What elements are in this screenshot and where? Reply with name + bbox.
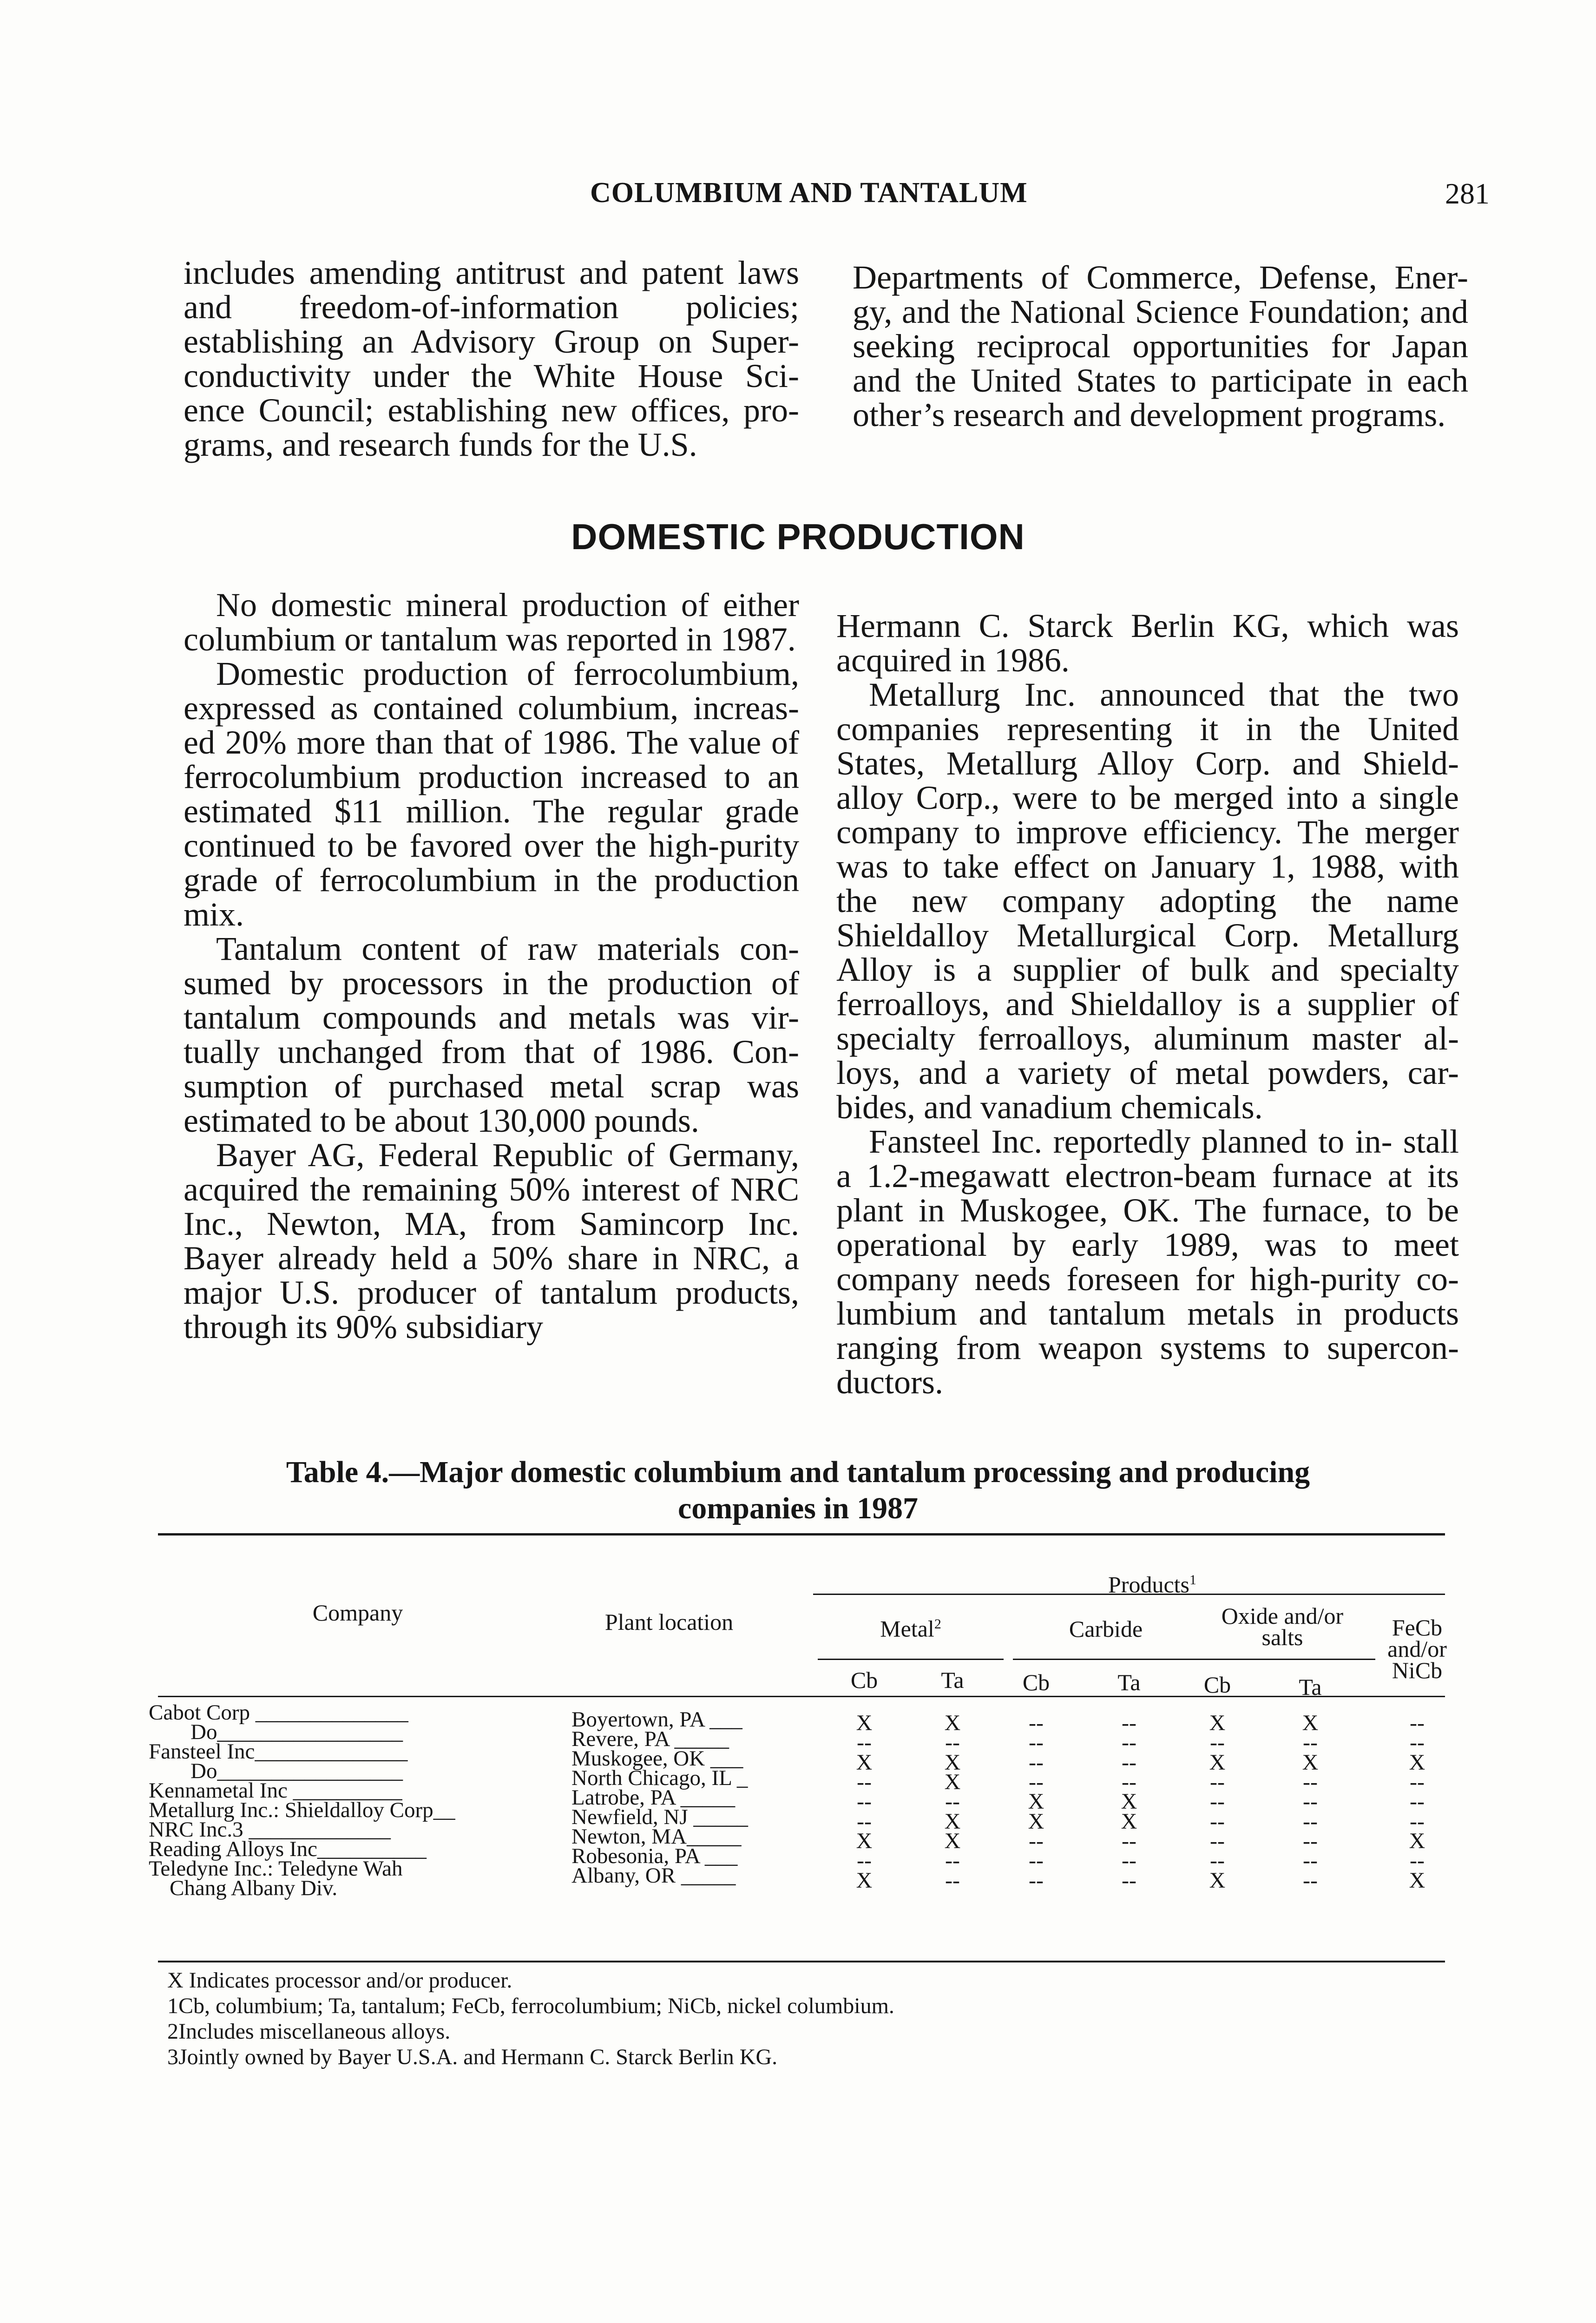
plant-location: Latrobe, PA _____ — [571, 1785, 736, 1810]
cell-metal-cb: X — [856, 1829, 873, 1853]
carbide-rule — [1013, 1659, 1199, 1660]
cell-carbide-ta: -- — [1122, 1848, 1136, 1873]
cell-oxide-cb: X — [1209, 1711, 1226, 1735]
cell-metal-cb: -- — [857, 1730, 872, 1755]
running-title: COLUMBIUM AND TANTALUM — [590, 177, 1028, 209]
cell-carbide-cb: X — [1028, 1789, 1044, 1814]
cell-carbide-ta: -- — [1122, 1829, 1136, 1853]
cell-carbide-cb: X — [1028, 1809, 1044, 1834]
footnote: 3Jointly owned by Bayer U.S.A. and Hermann C. Starck Berlin KG. — [167, 2045, 778, 2069]
company-name: NRC Inc.3 _____________ — [149, 1818, 391, 1842]
cell-oxide-cb: -- — [1210, 1829, 1225, 1853]
plant-location: Albany, OR _____ — [571, 1864, 736, 1888]
company-name: Reading Alloys Inc__________ — [149, 1837, 427, 1861]
plant-location: Newton, MA_____ — [571, 1824, 742, 1849]
cell-metal-ta: -- — [945, 1789, 960, 1814]
footnote: 1Cb, columbium; Ta, tantalum; FeCb, ferrocolumbium; NiCb, nickel columbium. — [167, 1994, 894, 2018]
fecb-label-line: NiCb — [1392, 1657, 1443, 1683]
cell-metal-cb: X — [856, 1711, 873, 1735]
cell-metal-ta: -- — [945, 1868, 960, 1893]
fecb-label-line: FeCb — [1392, 1614, 1443, 1641]
footnote: 2Includes miscellaneous alloys. — [167, 2019, 451, 2044]
fecb-column-header — [1371, 1614, 1464, 1683]
paragraph: Hermann C. Starck Berlin KG, which was acquired in 1986. — [836, 607, 1459, 679]
cell-oxide-cb: -- — [1210, 1770, 1225, 1794]
metal-label: Metal — [880, 1615, 934, 1642]
company-name: Metallurg Inc.: Shieldalloy Corp__ — [149, 1798, 455, 1822]
intro-right-column — [853, 260, 1468, 432]
cell-oxide-ta: X — [1302, 1711, 1319, 1735]
cell-carbide-ta: -- — [1122, 1711, 1136, 1735]
plant-location: Muskogee, OK ___ — [571, 1746, 743, 1771]
cell-metal-ta: X — [944, 1829, 961, 1853]
cell-oxide-ta: -- — [1303, 1848, 1318, 1873]
metal-rule — [818, 1659, 1004, 1660]
cell-fecb: X — [1409, 1829, 1425, 1853]
cell-metal-ta: X — [944, 1770, 961, 1794]
company-name: Do_________________ — [190, 1720, 403, 1744]
cell-metal-cb: X — [856, 1750, 873, 1775]
cell-fecb: X — [1409, 1750, 1425, 1775]
company-name: Fansteel Inc______________ — [149, 1739, 408, 1764]
cell-oxide-cb: -- — [1210, 1848, 1225, 1873]
plant-location: Boyertown, PA ___ — [571, 1707, 742, 1732]
metal-group-header — [841, 1612, 980, 1641]
main-left-column — [184, 588, 799, 1344]
table-title — [0, 1454, 1596, 1527]
oxide-rule — [1189, 1659, 1375, 1660]
main-right-column — [836, 609, 1459, 1399]
cell-carbide-ta: -- — [1122, 1770, 1136, 1794]
company-name: Chang Albany Div. — [170, 1876, 338, 1900]
header-bottom-rule — [158, 1696, 1445, 1697]
carbide-group-header: Carbide — [1069, 1616, 1143, 1642]
cell-carbide-cb: -- — [1029, 1829, 1044, 1853]
cell-metal-cb: -- — [857, 1809, 872, 1834]
paragraph: No domestic mineral production of either columbium or tantalum was reported in 1987. — [184, 586, 799, 658]
table-title-line: Table 4.—Major domestic columbium and tantalum processing and producing — [286, 1455, 1310, 1489]
cell-carbide-ta: -- — [1122, 1868, 1136, 1893]
carbide-ta-header: Ta — [1117, 1669, 1141, 1695]
cell-oxide-cb: X — [1209, 1868, 1226, 1893]
company-name: Kennametal Inc __________ — [149, 1778, 402, 1803]
cell-fecb: -- — [1410, 1809, 1425, 1834]
cell-oxide-ta: -- — [1303, 1770, 1318, 1794]
intro-right-paragraph: Departments of Commerce, Defense, Ener- gy, and the National Science Foundation; and seeking reciprocal opportunities for Japan and the United States to participate in each other’s research and development programs. — [853, 259, 1468, 433]
paragraph: Fansteel Inc. reportedly planned to in- stall a 1.2-megawatt electron-beam furnace at its plant in Muskogee, OK. The furnace, to be operational by early 1989, was to meet company needs foreseen for high-purity co- lumbium and tantalum metals in products ranging from weapon systems to supercon- ductors. — [836, 1123, 1459, 1401]
cell-oxide-ta: X — [1302, 1750, 1319, 1775]
plant-location: North Chicago, IL _ — [571, 1766, 748, 1790]
cell-oxide-ta: -- — [1303, 1809, 1318, 1834]
cell-metal-cb: -- — [857, 1848, 872, 1873]
cell-oxide-ta: -- — [1303, 1730, 1318, 1755]
plant-location: Revere, PA _____ — [571, 1727, 729, 1751]
cell-fecb: -- — [1410, 1711, 1425, 1735]
oxide-label-line: Oxide and/or — [1221, 1603, 1344, 1629]
table-title-line: companies in 1987 — [677, 1491, 919, 1525]
metal-cb-header: Cb — [850, 1667, 878, 1693]
cell-carbide-ta: -- — [1122, 1750, 1136, 1775]
oxide-label-line: salts — [1261, 1624, 1303, 1650]
page-number: 281 — [1445, 177, 1490, 210]
cell-carbide-ta: -- — [1122, 1730, 1136, 1755]
company-name: Do_________________ — [190, 1759, 403, 1783]
paragraph: Metallurg Inc. announced that the two companies representing it in the United States, Metallurg Alloy Corp. and Shield- alloy Corp., were to be merged into a single company to improve efficiency. The merger was to take effect on January 1, 1988, with the new company adopting the name Shieldalloy Metallurgical Corp. Metallurg Alloy is a supplier of bulk and specialty ferroalloys, and Shieldalloy is a supplier of specialty ferroalloys, aluminum master al- loys, and a variety of metal powders, car- bides, and vanadium chemicals. — [836, 676, 1459, 1126]
cell-fecb: -- — [1410, 1730, 1425, 1755]
intro-left-column — [184, 256, 799, 462]
cell-oxide-cb: -- — [1210, 1809, 1225, 1834]
company-column — [149, 1700, 558, 1900]
company-column-header: Company — [312, 1600, 403, 1626]
cell-fecb: -- — [1410, 1770, 1425, 1794]
cell-carbide-cb: -- — [1029, 1730, 1044, 1755]
cell-oxide-ta: -- — [1303, 1829, 1318, 1853]
oxide-ta-header: Ta — [1299, 1674, 1322, 1700]
products-label: Products — [1108, 1571, 1189, 1598]
intro-left-paragraph: includes amending antitrust and patent laws and freedom-of-information policies; establishing an Advisory Group on Super- conductivity under the White House Sci- ence Council; establishing new offices, pro- grams, and research funds for the U.S. — [184, 254, 799, 463]
footnote-marker: 1 — [1189, 1572, 1196, 1588]
section-heading: DOMESTIC PRODUCTION — [571, 516, 1025, 557]
cell-metal-cb: -- — [857, 1789, 872, 1814]
carbide-cb-header: Cb — [1022, 1669, 1050, 1695]
cell-metal-cb: X — [856, 1868, 873, 1893]
cell-metal-ta: X — [944, 1809, 961, 1834]
oxide-cb-header: Cb — [1203, 1672, 1231, 1698]
fecb-label-line: and/or — [1387, 1636, 1447, 1662]
cell-fecb: X — [1409, 1868, 1425, 1893]
cell-oxide-cb: -- — [1210, 1789, 1225, 1814]
cell-metal-ta: X — [944, 1711, 961, 1735]
table-bottom-rule — [158, 1961, 1445, 1962]
paragraph: Tantalum content of raw materials con- sumed by processors in the production of tantalum compounds and metals was vir- tually unchanged from that of 1986. Con- sumption of purchased metal scrap was estimated to be about 130,000 pounds. — [184, 930, 799, 1139]
plant-location: Newfield, NJ _____ — [571, 1805, 748, 1829]
company-name: Teledyne Inc.: Teledyne Wah — [149, 1857, 403, 1881]
cell-metal-ta: -- — [945, 1730, 960, 1755]
cell-carbide-ta: X — [1121, 1809, 1137, 1834]
cell-fecb: -- — [1410, 1789, 1425, 1814]
cell-carbide-cb: -- — [1029, 1868, 1044, 1893]
table-top-rule — [158, 1533, 1445, 1536]
cell-carbide-cb: -- — [1029, 1848, 1044, 1873]
cell-oxide-cb: -- — [1210, 1730, 1225, 1755]
plant-location: Robesonia, PA ___ — [571, 1844, 738, 1868]
plant-column — [571, 1707, 813, 1888]
plant-location-column-header: Plant location — [604, 1609, 734, 1635]
oxide-group-header — [1189, 1605, 1375, 1648]
company-name: Cabot Corp ______________ — [149, 1700, 408, 1725]
cell-fecb: -- — [1410, 1848, 1425, 1873]
cell-carbide-cb: -- — [1029, 1770, 1044, 1794]
cell-oxide-cb: X — [1209, 1750, 1226, 1775]
cell-metal-ta: -- — [945, 1848, 960, 1873]
products-header — [1036, 1568, 1268, 1597]
footnote: X Indicates processor and/or producer. — [167, 1968, 512, 1993]
paragraph: Domestic production of ferrocolumbium, expressed as contained columbium, increas- ed 20% more than that of 1986. The value of ferrocolumbium production increased to an estimated $11 million. The regular grade continued to be favored over the high-purity grade of ferrocolumbium in the production mix. — [184, 655, 799, 933]
cell-carbide-cb: -- — [1029, 1711, 1044, 1735]
cell-metal-ta: X — [944, 1750, 961, 1775]
paragraph: Bayer AG, Federal Republic of Germany, acquired the remaining 50% interest of NRC Inc., Newton, MA, from Samincorp Inc. Bayer already held a 50% share in NRC, a major U.S. producer of tantalum products, through its 90% subsidiary — [184, 1136, 799, 1345]
cell-carbide-ta: X — [1121, 1789, 1137, 1814]
footnote-marker: 2 — [934, 1616, 941, 1632]
cell-metal-cb: -- — [857, 1770, 872, 1794]
metal-ta-header: Ta — [941, 1667, 964, 1693]
cell-carbide-cb: -- — [1029, 1750, 1044, 1775]
cell-oxide-ta: -- — [1303, 1789, 1318, 1814]
cell-oxide-ta: -- — [1303, 1868, 1318, 1893]
